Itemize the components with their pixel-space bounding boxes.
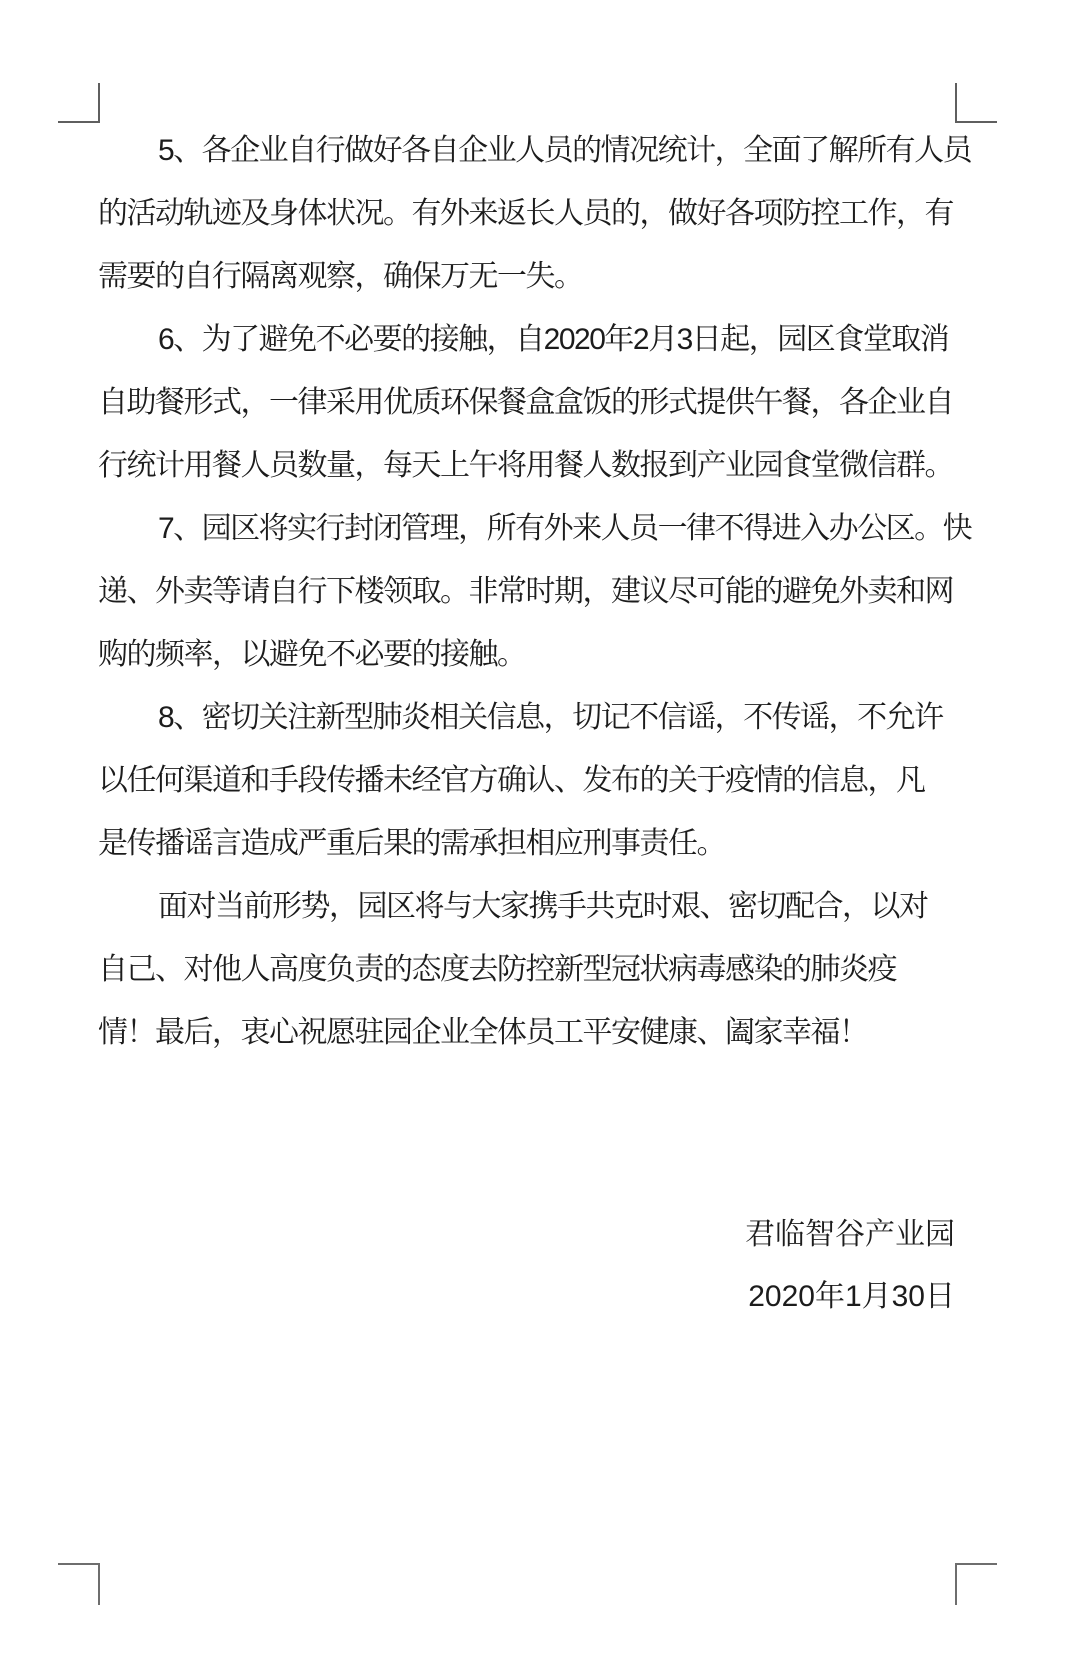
text-line: 行统计用餐人员数量，每天上午将用餐人数报到产业园食堂微信群。: [98, 449, 953, 482]
text-line: 5、各企业自行做好各自企业人员的情况统计，全面了解所有人员: [158, 134, 972, 167]
margin-corner-mark-top-left: [58, 83, 100, 123]
text-line: 自己、对他人高度负责的态度去防控新型冠状病毒感染的肺炎疫: [98, 953, 896, 986]
paragraph-item-6: [98, 308, 955, 497]
paragraph-item-8: [98, 686, 955, 875]
margin-corner-mark-top-right: [955, 83, 997, 123]
margin-corner-mark-bottom-right: [955, 1563, 997, 1605]
paragraph-item-5: [98, 119, 972, 308]
date-line: 2020年1月30日: [748, 1280, 955, 1313]
text-line: 8、密切关注新型肺炎相关信息，切记不信谣，不传谣，不允许: [158, 701, 943, 734]
text-line: 6、为了避免不必要的接触，自2020年2月3日起，园区食堂取消: [158, 323, 949, 356]
text-line: 自助餐形式，一律采用优质环保餐盒盒饭的形式提供午餐，各企业自: [98, 386, 953, 419]
signature: 君临智谷产业园: [745, 1218, 955, 1251]
paragraph-item-7: [98, 497, 972, 686]
text-line: 以任何渠道和手段传播未经官方确认、发布的关于疫情的信息，凡: [98, 764, 925, 797]
text-line: 购的频率，以避免不必要的接触。: [98, 638, 526, 671]
paragraph-closing: [98, 875, 955, 1064]
text-line: 面对当前形势，园区将与大家携手共克时艰、密切配合，以对: [158, 890, 928, 923]
text-line: 7、园区将实行封闭管理，所有外来人员一律不得进入办公区。快: [158, 512, 972, 545]
margin-corner-mark-bottom-left: [58, 1563, 100, 1605]
text-line: 递、外卖等请自行下楼领取。非常时期，建议尽可能的避免外卖和网: [98, 575, 953, 608]
text-line: 是传播谣言造成严重后果的需承担相应刑事责任。: [98, 827, 725, 860]
signature-block: [98, 1204, 955, 1328]
text-line: 的活动轨迹及身体状况。有外来返长人员的，做好各项防控工作，有: [98, 197, 953, 230]
text-line: 情！最后，衷心祝愿驻园企业全体员工平安健康、阖家幸福！: [98, 1016, 868, 1049]
text-line: 需要的自行隔离观察，确保万无一失。: [98, 260, 583, 293]
document-body: [98, 119, 972, 1064]
